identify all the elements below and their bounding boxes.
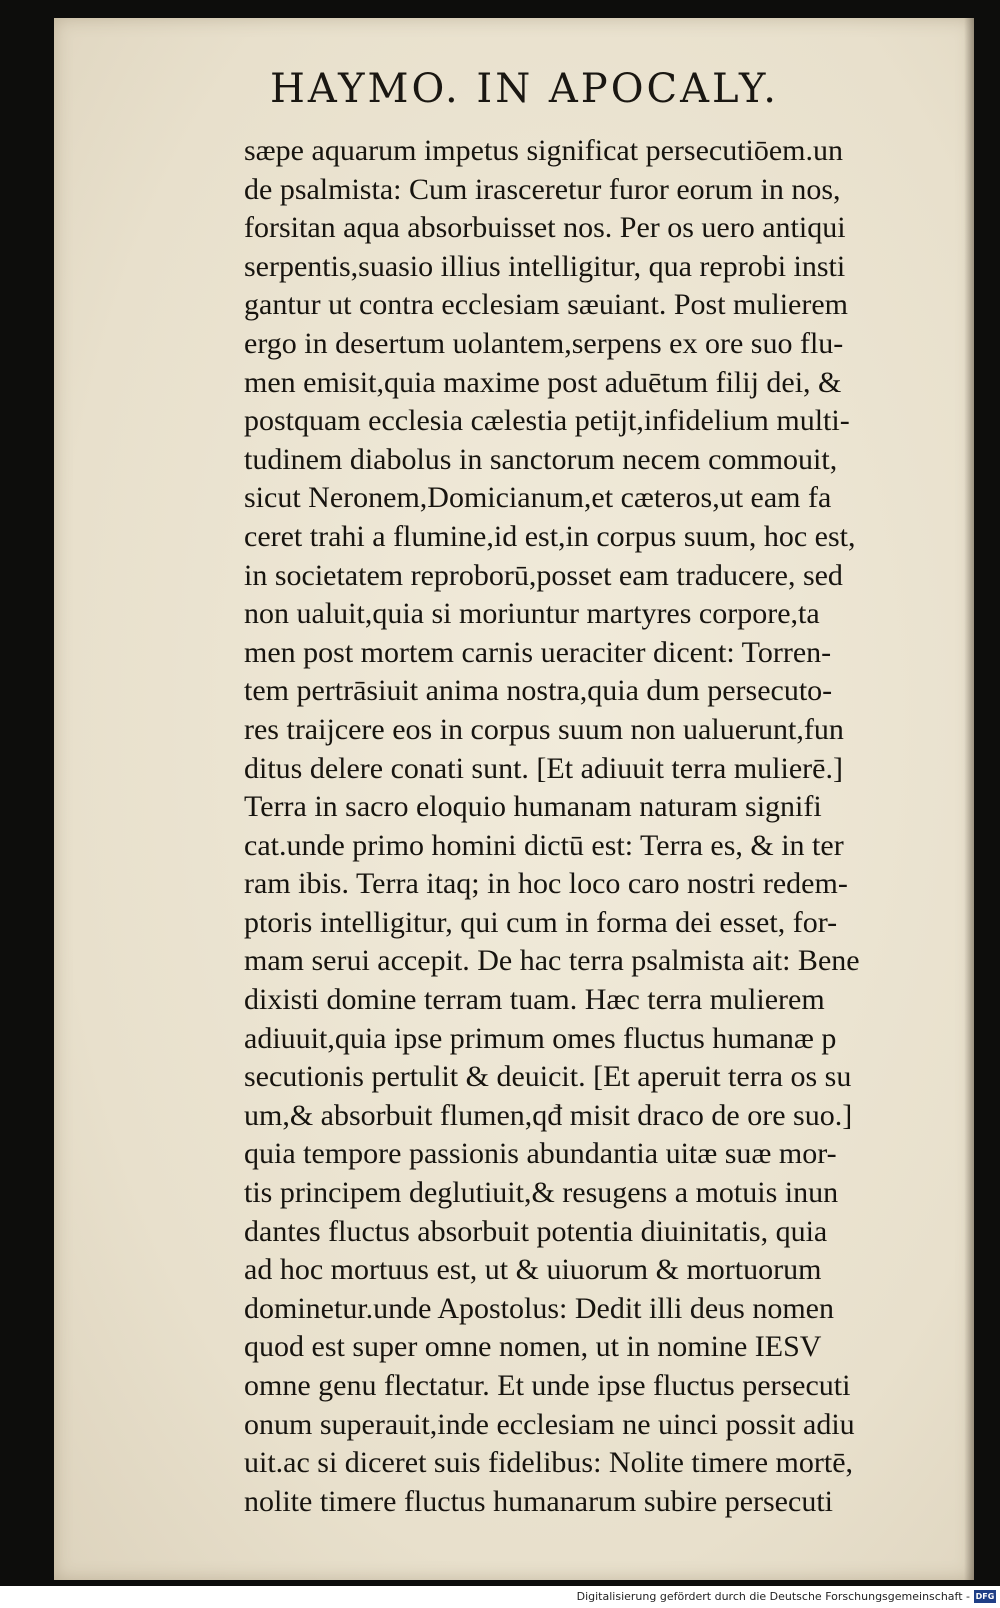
text-line: adiuuit,quia ipse primum omes fluctus humanæ p <box>244 1021 837 1055</box>
text-line: ceret trahi a flumine,id est,in corpus suum, hoc est, <box>244 519 856 553</box>
text-line: ram ibis. Terra itaq; in hoc loco caro nostri redem- <box>244 867 848 901</box>
text-line: sicut Neronem,Domicianum,et cæteros,ut eam fa <box>244 481 832 515</box>
text-line: um,& absorbuit flumen,qđ misit draco de ore suo.] <box>244 1098 853 1132</box>
text-line: dixisti domine terram tuam. Hæc terra mulierem <box>244 983 825 1017</box>
text-line: omne genu flectatur. Et unde ipse fluctus persecuti <box>244 1369 851 1402</box>
digitization-footer <box>0 1586 1000 1608</box>
running-head: HAYMO. IN APOCALY. <box>270 66 779 112</box>
text-line: dantes fluctus absorbuit potentia diuinitatis, quia <box>244 1214 828 1248</box>
text-line: tem pertrāsiuit anima nostra,quia dum persecuto- <box>244 674 833 708</box>
text-line: Terra in sacro eloquio humanam naturam signifi <box>244 790 822 824</box>
text-line: ditus delere conati sunt. [Et adiuuit terra mulierē.] <box>244 751 843 785</box>
text-line: forsitan aqua absorbuisset nos. Per os uero antiqui <box>244 211 846 245</box>
text-line: ergo in desertum uolantem,serpens ex ore suo flu- <box>244 326 844 360</box>
text-line: dominetur.unde Apostolus: Dedit illi deus nomen <box>244 1291 834 1325</box>
body-text <box>244 132 964 1521</box>
text-line: cat.unde primo homini dictū est: Terra es, & in ter <box>244 828 844 862</box>
text-line: quia tempore passionis abundantia uitæ suæ mor- <box>244 1137 837 1171</box>
text-line: ptoris intelligitur, qui cum in forma dei esset, for- <box>244 905 838 939</box>
text-line: tudinem diabolus in sanctorum necem commouit, <box>244 442 838 476</box>
dfg-logo: DFG <box>975 1592 995 1601</box>
text-line: men post mortem carnis ueraciter dicent: Torren- <box>244 635 832 669</box>
text-line: sæpe aquarum impetus significat persecutiōem.un <box>244 134 844 167</box>
text-line: uit.ac si diceret suis fidelibus: Nolite timere mortē, <box>244 1446 854 1480</box>
text-line: non ualuit,quia si moriuntur martyres corpore,ta <box>244 597 820 631</box>
text-line: tis principem deglutiuit,& resugens a motuis inun <box>244 1176 839 1210</box>
text-line: serpentis,suasio illius intelligitur, qua reprobi insti <box>244 249 846 283</box>
text-line: men emisit,quia maxime post aduētum filij dei, & <box>244 365 842 399</box>
text-line: res traijcere eos in corpus suum non ualuerunt,fun <box>244 712 844 746</box>
text-line: ad hoc mortuus est, ut & uiuorum & mortuorum <box>244 1253 822 1287</box>
text-line: de psalmista: Cum irasceretur furor eorum in nos, <box>244 172 841 206</box>
text-line: onum superauit,inde ecclesiam ne uinci possit adiu <box>244 1407 855 1441</box>
text-line: mam serui accepit. De hac terra psalmista ait: Bene <box>244 944 860 978</box>
text-line: postquam ecclesia cælestia petijt,infidelium multi- <box>244 404 850 438</box>
text-line: quod est super omne nomen, ut in nomine IESV <box>244 1330 822 1364</box>
text-line: secutionis pertulit & deuicit. [Et aperuit terra os su <box>244 1060 852 1094</box>
page-edge-shadow <box>964 18 974 1580</box>
text-line: nolite timere fluctus humanarum subire persecuti <box>244 1484 833 1518</box>
text-line: gantur ut contra ecclesiam sæuiant. Post mulierem <box>244 288 849 322</box>
funding-credit: Digitalisierung gefördert durch die Deutsche Forschungsgemeinschaft - <box>576 1590 970 1603</box>
text-line: in societatem reproborū,posset eam traducere, sed <box>244 558 843 592</box>
